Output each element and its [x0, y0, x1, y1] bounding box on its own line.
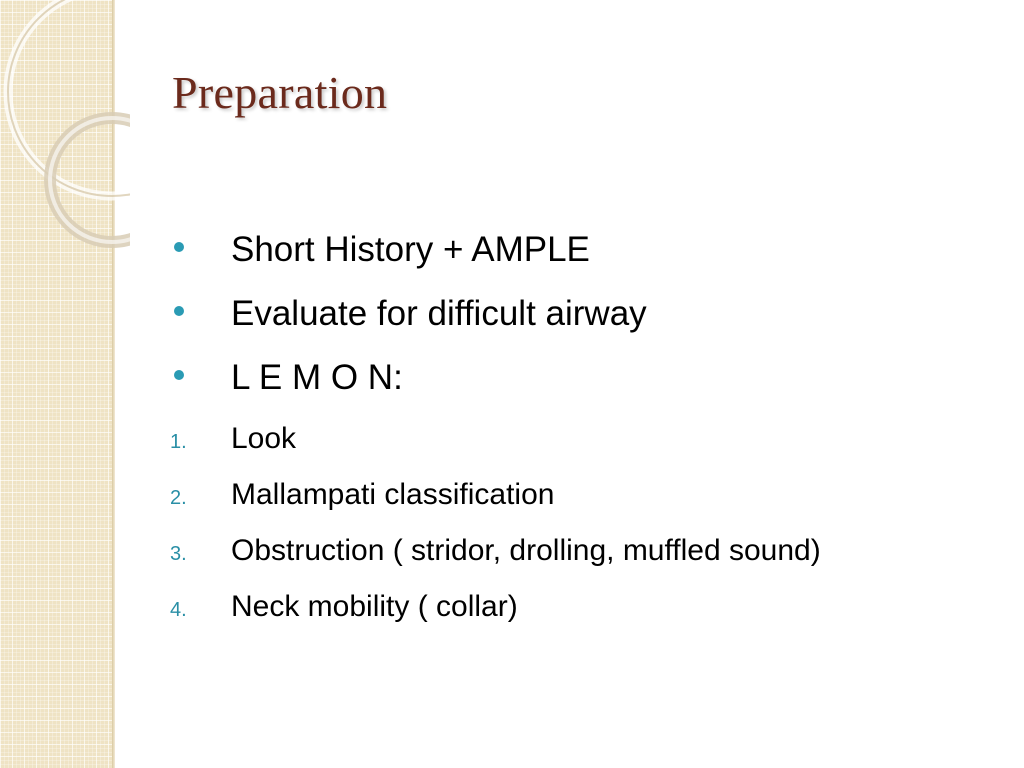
numbered-item [168, 478, 988, 534]
bullet-text: L E M O N: [231, 358, 403, 397]
bullet-item [168, 230, 988, 294]
list-number: 4. [170, 599, 187, 621]
bullet-text: Evaluate for difficult airway [231, 294, 647, 333]
bullet-dot-icon [174, 370, 184, 380]
numbered-text: Obstruction ( stridor, drolling, muffled sound) [231, 534, 821, 567]
slide-content [168, 230, 988, 646]
ring-decoration-icon [0, 0, 130, 260]
bullet-item [168, 358, 988, 422]
numbered-text: Mallampati classification [231, 478, 555, 511]
bullet-dot-icon [174, 306, 184, 316]
bullet-dot-icon [174, 242, 184, 252]
bullet-item [168, 294, 988, 358]
slide-title: Preparation [172, 67, 388, 118]
list-number: 3. [170, 543, 187, 565]
numbered-text: Look [231, 422, 297, 455]
list-number: 1. [170, 431, 187, 453]
bullet-text: Short History + AMPLE [231, 230, 590, 269]
list-number: 2. [170, 487, 187, 509]
numbered-item [168, 590, 988, 646]
numbered-text: Neck mobility ( collar) [231, 590, 518, 623]
numbered-item [168, 534, 988, 590]
numbered-item [168, 422, 988, 478]
